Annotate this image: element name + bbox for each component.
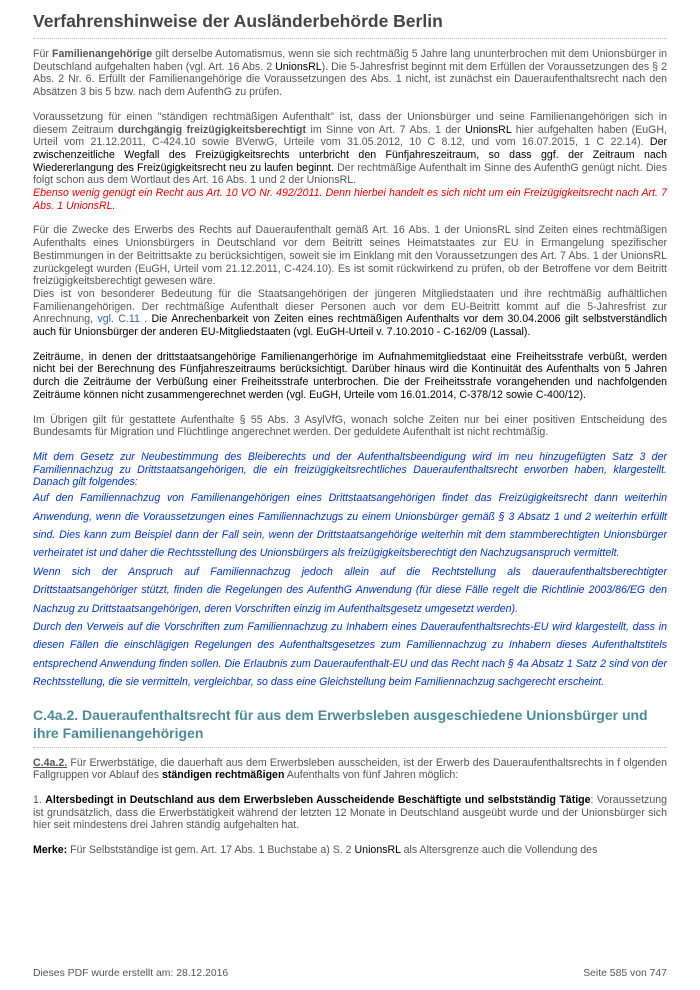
paragraph-prison-sentence: Zeiträume, in denen der drittstaatsangehörige Familienangerhörige im Aufnahmemitgliedstaat eine Freiheitsstrafe verbüßt, werden nicht bei der Berechnung des Fünfjahreszeitraums berücksichtigt. Darüber hinaus wird die Kontinuität des Aufenthalts von 5 Jahren durch die Zeiträume der Verbüßung einer Freiheitsstrafe unterbrochen. Die der Freiheitsstrafe vorangehenden und nachfolgenden Zeiträume können nicht zusammengerechnet werden (vgl. EuGH, Urteile vom 16.01.2014, C-378/12 sowie C-400/12).	[33, 350, 667, 401]
paragraph-age-retirement: 1. Altersbedingt in Deutschland aus dem Erwerbsleben Ausscheidende Beschäftigte und selbstständig Tätige: Voraussetzung ist grundsätzlich, dass die Erwerbstätigkeit während der letzten 12 Monate in Deutschland ausgeübt wurde und der Unionsbürger sich hier seit mindestens drei Jahren ständig aufgehalten hat.	[33, 793, 667, 832]
paragraph-accession: Für die Zwecke des Erwerbs des Rechts auf Daueraufenthalt gemäß Art. 16 Abs. 1 der UnionsRL sind Zeiten eines rechtmäßigen Aufenthalts eines Unionsbürgers in Deutschland vor dem Beitritt seines Heimatstaates zur EU in Ermangelung spezifischer Bestimmungen in der Beitrittsakte zu berücksichtigen, soweit sie im Einklang mit den Voraussetzungen des Art. 7 Abs. 1 der UnionsRL zurückgelegt wurden (EuGH, Urteil vom 21.12.2011, C-424.10). Es ist somit rückwirkend zu prüfen, ob der Betroffene vor dem Beitritt freizügigkeitsberechtigt gewesen wäre.	[33, 224, 667, 288]
page-footer	[33, 968, 667, 979]
blue-paragraph-reference: Durch den Verweis auf die Vorschriften zum Familiennachzug zu Inhabern eines Daueraufenthaltsrechts-EU wird klargestellt, dass in diesen Fällen die einschlägigen Regelungen des Aufenthaltsgesetzes zum Familiennachzug zu Inhabern dieses Aufenthaltstitels entsprechend Anwendung finden sollen. Die Erlaubnis zum Daueraufenthalt-EU und das Recht nach § 4a Absatz 1 Satz 2 sind von der Rechtsstellung, die sie vermitteln, vergleichbar, so dass eine Gleichstellung beim Familiennachzug sachgerecht erscheint.	[33, 620, 667, 689]
paragraph-asylum: Im Übrigen gilt für gestattete Aufenthalte § 55 Abs. 3 AsylVfG, wonach solche Zeiten nur bei einer positiven Entscheidung des Bundesamts für Migration und Flüchtlinge angerechnet werden. Der geduldete Aufenthalt ist nicht rechtmäßig.	[33, 413, 667, 439]
red-note: Ebenso wenig genügt ein Recht aus Art. 10 VO Nr. 492/2011. Denn hierbei handelt es sich nicht um ein Freizügigkeitsrecht nach Art. 7 Abs. 1 UnionsRL.	[33, 187, 667, 212]
section-heading: C.4a.2. Daueraufenthaltsrecht für aus dem Erwerbsleben ausgeschiedene Unionsbürger und ihre Familienangehörigen	[33, 706, 667, 748]
paragraph-merke: Merke: Für Selbstständige ist gem. Art. 17 Abs. 1 Buchstabe a) S. 2 UnionsRL als Altersgrenze auch die Vollendung des	[33, 844, 598, 857]
paragraph-family-members: Für Familienangehörige gilt derselbe Automatismus, wenn sie sich rechtmäßig 5 Jahre lang ununterbrochen mit dem Unionsbürger in Deutschland aufgehalten haben (vgl. Art. 16 Abs. 2 UnionsRL). Die 5-Jahresfrist beginnt mit dem Erfüllen der Voraussetzungen des § 2 Abs. 2 Nr. 6. Erfüllt der Familienangehörige die Voraussetzungen des Abs. 1 nicht, ist zunächst ein Daueraufenthaltsrecht nach den Absätzen 3 bis 5 bzw. nach dem AufenthG zu prüfen.	[33, 48, 667, 99]
paragraph-continuous-residence: Voraussetzung für einen "ständigen rechtmäßigen Aufenthalt" ist, dass der Unionsbürger und seine Familienangehörigen sich in diesem Zeitraum durchgängig freizügigkeitsberechtigt im Sinne von Art. 7 Abs. 1 der UnionsRL hier aufgehalten haben (EuGH, Urteil vom 21.12.2011, C-424.10 sowie BVerwG, Urteile vom 31.05.2012, 10 C 8.12, und vom 16.07.2015, 1 C 22.14). Der zwischenzeitliche Wegfall des Freizügigkeitsrechts unterbricht den Fünfjahreszeitraum, so dass ggf. der Zeitraum nach Wiedererlangung des Freizügigkeitsrecht neu zu laufen beginnt. Der rechtmäßige Aufenthalt im Sinne des AufenthG genügt nicht. Dies folgt schon aus dem Wortlaut des Art. 16 Abs. 1 und 2 der UnionsRL.	[33, 110, 668, 187]
document-page	[33, 10, 667, 857]
blue-paragraph-freedom: Auf den Familiennachzug von Familienangehörigen eines Drittstaatsangehörigen findet das Freizügigkeitsrecht dann weiterhin Anwendung, wenn die Voraussetzungen eines Familiennachzugs zu einem Unionsbürger gemäß § 3 Absatz 1 und 2 weiterhin erfüllt sind. Dies kann zum Beispiel dann der Fall sein, wenn der Drittstaatsangehörige weiterhin mit dem stammberechtigten Unionsbürger verheiratet ist und daher die Rechtsstellung des Unionsbürgers als freizügigkeitsberechtigt den Nachzugsanspruch vermittelt.	[33, 492, 667, 560]
paragraph-new-member-states: Dies ist von besonderer Bedeutung für die Staatsangehörigen der jüngeren Mitgliedstaaten und ihre rechtmäßig aufhältlichen Familienangehörigen. Der rechtmäßige Aufenthalt dieser Personen auch vor dem EU-Beitritt kommt auf die 5-Jahresfrist zur Anrechnung, vgl. C.11 . Die Anrechenbarkeit von Zeiten eines rechtmäßigen Aufenthalts vor dem 30.04.2006 gilt selbstverständlich auch für Unionsbürger der anderen EU-Mitgliedstaaten (vgl. EuGH-Urteil v. 7.10.2010 - C-162/09 (Lassal).	[33, 287, 667, 339]
reference-link-c11[interactable]: vgl. C.11	[97, 313, 140, 326]
page-title: Verfahrenshinweise der Ausländerbehörde Berlin	[33, 10, 667, 39]
blue-paragraph-intro: Mit dem Gesetz zur Neubestimmung des Bleiberechts und der Aufenthaltsbeendigung wird im neu hinzugefügten Satz 3 der Familiennachzug zu Drittstaatsangehörigen, die ein freizügigkeitsrechtliches Daueraufenthaltsrecht erworben haben, klargestellt. Danach gilt folgendes:	[33, 450, 667, 489]
footer-created-date: Dieses PDF wurde erstellt am: 28.12.2016	[33, 968, 229, 979]
paragraph-section-intro: C.4a.2. Für Erwerbstätige, die dauerhaft aus dem Erwerbsleben ausscheiden, ist der Erwerb des Daueraufenthaltsrechts in f olgenden Fallgruppen vor Ablauf des ständigen rechtmäßigen Aufenthalts von fünf Jahren möglich:	[33, 756, 667, 782]
footer-page-number: Seite 585 von 747	[583, 968, 667, 979]
blue-paragraph-aufenthg: Wenn sich der Anspruch auf Familiennachzug jedoch allein auf die Rechtstellung als daueraufenthaltsberechtigter Drittstaatsangehöriger stützt, finden die Regelungen des AufenthG Anwendung (für diese Fälle regelt die Richtlinie 2003/86/EG den Nachzug zu Drittstaatsangehörigen, deren Vorschriften einzig im Aufenthaltsgesetz umgesetzt werden).	[33, 565, 667, 615]
section-number: C.4a.2.	[33, 756, 68, 769]
